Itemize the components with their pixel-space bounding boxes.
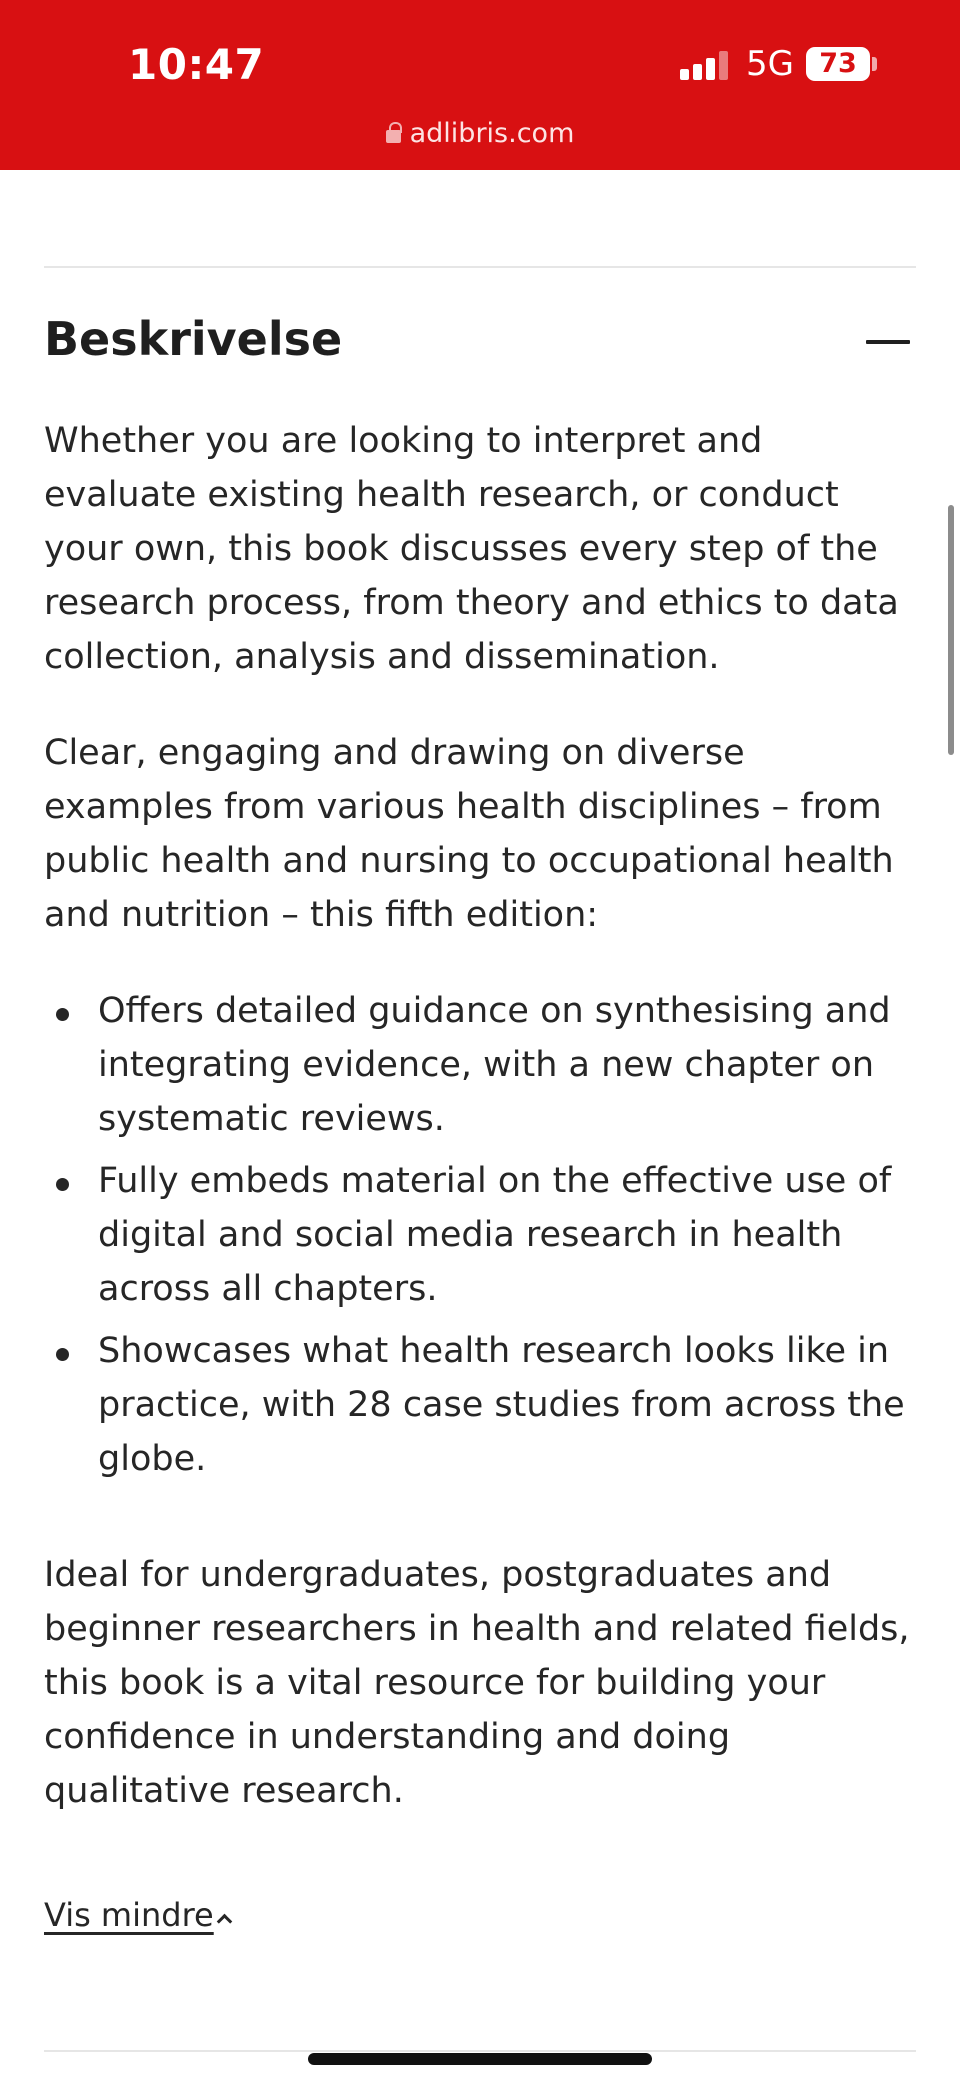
battery-tip bbox=[872, 57, 877, 71]
clock: 10:47 bbox=[128, 40, 265, 89]
list-item: Fully embeds material on the effective use of digital and social media research in health across all chapters. bbox=[44, 1154, 924, 1316]
list-item: Offers detailed guidance on synthesising and integrating evidence, with a new chapter on systematic reviews. bbox=[44, 984, 924, 1146]
chevron-up-icon[interactable] bbox=[217, 1914, 233, 1930]
description-paragraph: Ideal for undergraduates, postgraduates and beginner researchers in health and related fields, this book is a vital resource for building your confidence in understanding and doing qualitative research. bbox=[44, 1555, 910, 1811]
feature-list bbox=[44, 984, 924, 1494]
address-bar[interactable] bbox=[0, 118, 960, 149]
status-bar bbox=[0, 0, 960, 170]
list-item: Showcases what health research looks like in practice, with 28 case studies from across the globe. bbox=[44, 1324, 924, 1486]
description-paragraph: Clear, engaging and drawing on diverse examples from various health disciplines – from public health and nursing to occupational health and nutrition – this fifth edition: bbox=[44, 733, 894, 935]
bottom-divider bbox=[44, 2050, 916, 2052]
home-indicator bbox=[308, 2053, 652, 2065]
lock-icon bbox=[386, 130, 401, 143]
url-text: adlibris.com bbox=[409, 118, 575, 149]
description-paragraph: Whether you are looking to interpret and evaluate existing health research, or conduct your own, this book discusses every step of the research process, from theory and ethics to data collection, analysis and dissemination. bbox=[44, 421, 899, 677]
cellular-signal-icon bbox=[680, 50, 730, 80]
top-divider bbox=[44, 266, 916, 268]
scrollbar[interactable] bbox=[948, 505, 954, 755]
collapse-minus-icon[interactable] bbox=[866, 340, 910, 344]
show-less-link[interactable]: Vis mindre bbox=[44, 1896, 214, 1934]
section-title: Beskrivelse bbox=[44, 312, 343, 366]
battery-icon: 73 bbox=[806, 47, 870, 81]
network-type: 5G bbox=[746, 44, 794, 84]
